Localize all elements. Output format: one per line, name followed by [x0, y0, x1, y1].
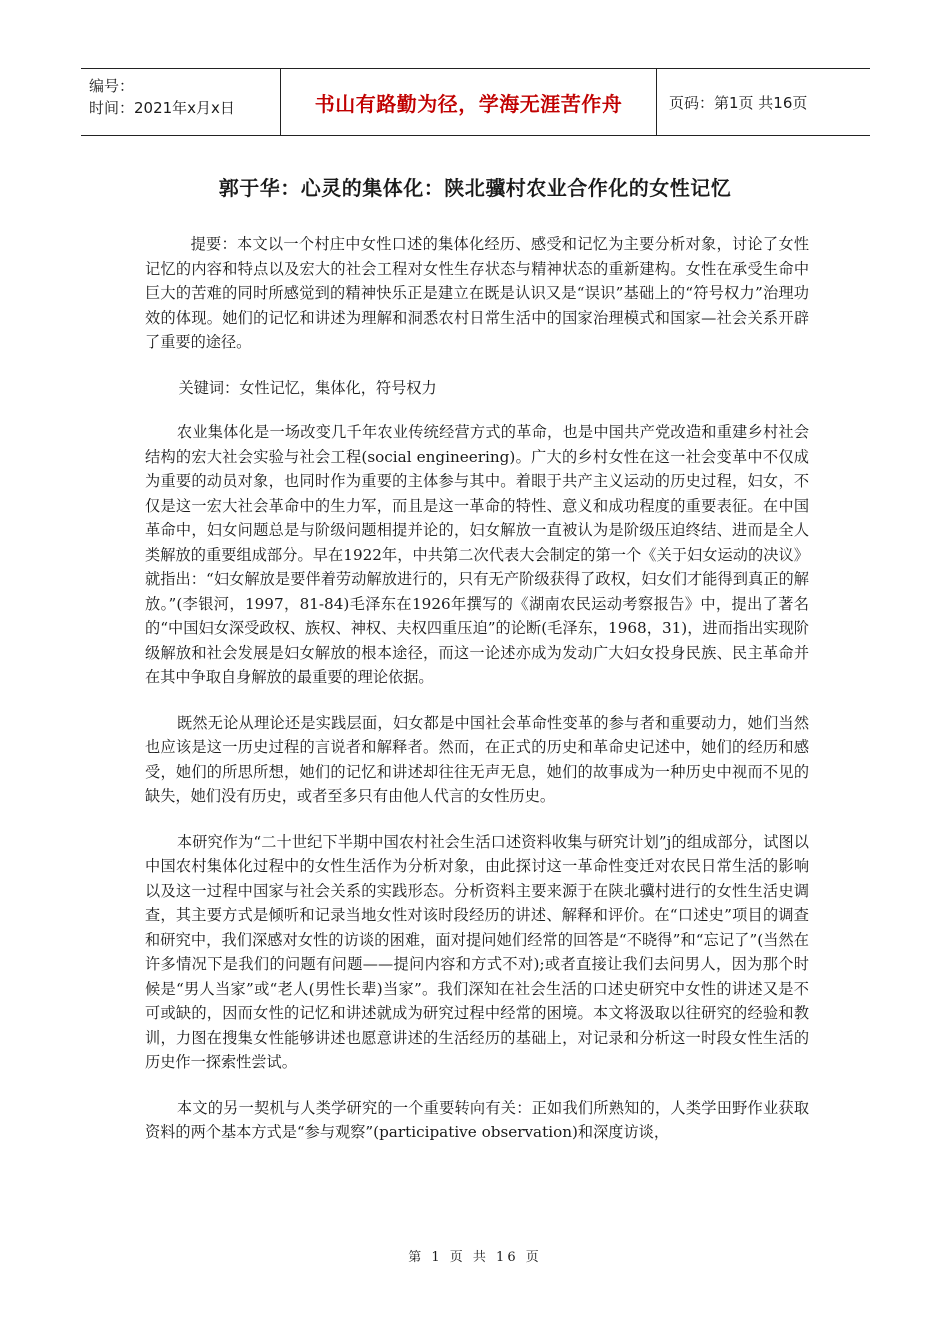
- date-line: 时间：2021年x月x日: [89, 99, 235, 117]
- page-info: 页码：第1页 共16页: [669, 93, 808, 112]
- page-footer: 第 1 页 共 16 页: [408, 1250, 542, 1265]
- number-label: 编号：: [89, 77, 135, 95]
- header-motto-cell: [281, 69, 657, 135]
- motto: 书山有路勤为径，学海无涯苦作舟: [314, 91, 623, 116]
- header-meta: [81, 69, 281, 135]
- abstract-paragraph: 提要：本文以一个村庄中女性口述的集体化经历、感受和记忆为主要分析对象，讨论了女性记忆的内容和特点以及宏大的社会工程对女性生存状态与精神状态的重新建构。女性在承受生命中巨大的苦难的同时所感觉到的精神快乐正是建立在既是认识又是“误识”基础上的“符号权力”治理功效的体现。她们的记忆和讲述为理解和洞悉农村日常生活中的国家治理模式和国家—社会关系开辟了重要的途径。: [145, 235, 809, 351]
- document-body: [145, 232, 809, 1166]
- body-paragraph-2: 既然无论从理论还是实践层面，妇女都是中国社会革命性变革的参与者和重要动力，她们当然也应该是这一历史过程的言说者和解释者。然而，在正式的历史和革命史记述中，她们的经历和感受，她们的所思所想，她们的记忆和讲述却往往无声无息，她们的故事成为一种历史中视而不见的缺失，她们没有历史，或者至多只有由他人代言的女性历史。: [145, 713, 809, 805]
- keywords-paragraph: 关键词：女性记忆，集体化，符号权力: [178, 378, 437, 397]
- document-title: 郭于华：心灵的集体化：陕北骥村农业合作化的女性记忆: [218, 176, 732, 200]
- body-paragraph-1: 农业集体化是一场改变几千年农业传统经营方式的革命，也是中国共产党改造和重建乡村社会结构的宏大社会实验与社会工程(social engineering)。广大的乡村女性在这一社会变革中不仅成为重要的动员对象，也同时作为重要的主体参与其中。着眼于共产主义运动的历史过程，妇女，不仅是这一宏大社会革命中的生力军，而且是这一革命的特性、意义和成功程度的重要表征。在中国革命中，妇女问题总是与阶级问题相提并论的，妇女解放一直被认为是阶级压迫终结、进而是全人类解放的重要组成部分。早在1922年，中共第二次代表大会制定的第一个《关于妇女运动的决议》就指出：“妇女解放是要伴着劳动解放进行的，只有无产阶级获得了政权，妇女们才能得到真正的解放。”(李银河，1997，81-84)毛泽东在1926年撰写的《湖南农民运动考察报告》中，提出了著名的“中国妇女深受政权、族权、神权、夫权四重压迫”的论断(毛泽东，1968，31)，进而指出实现阶级解放和社会发展是妇女解放的根本途径，而这一论述亦成为发动广大妇女投身民族、民主革命并在其中争取自身解放的最重要的理论依据。: [145, 423, 809, 686]
- document-header: [81, 68, 870, 136]
- body-paragraph-3: 本研究作为“二十世纪下半期中国农村社会生活口述资料收集与研究计划”j的组成部分，试图以中国农村集体化过程中的女性生活作为分析对象，由此探讨这一革命性变迁对农民日常生活的影响以及这一过程中国家与社会关系的实践形态。分析资料主要来源于在陕北骥村进行的女性生活史调查，其主要方式是倾听和记录当地女性对该时段经历的讲述、解释和评价。在“口述史”项目的调查和研究中，我们深感对女性的访谈的困难，面对提问她们经常的回答是“不晓得”和“忘记了”(当然在许多情况下是我们的问题有问题——提问内容和方式不对);或者直接让我们去问男人，因为那个时候是“男人当家”或“老人(男性长辈)当家”。我们深知在社会生活的口述史研究中女性的讲述又是不可或缺的，因而女性的记忆和讲述就成为研究过程中经常的困境。本文将汲取以往研究的经验和教训，力图在搜集女性能够讲述也愿意讲述的生活经历的基础上，对记录和分析这一时段女性生活的历史作一探索性尝试。: [145, 832, 809, 1071]
- header-page-cell: [657, 69, 870, 135]
- body-paragraph-4: 本文的另一契机与人类学研究的一个重要转向有关：正如我们所熟知的，人类学田野作业获取资料的两个基本方式是“参与观察”(participative observation)和深度访谈，: [145, 1098, 809, 1141]
